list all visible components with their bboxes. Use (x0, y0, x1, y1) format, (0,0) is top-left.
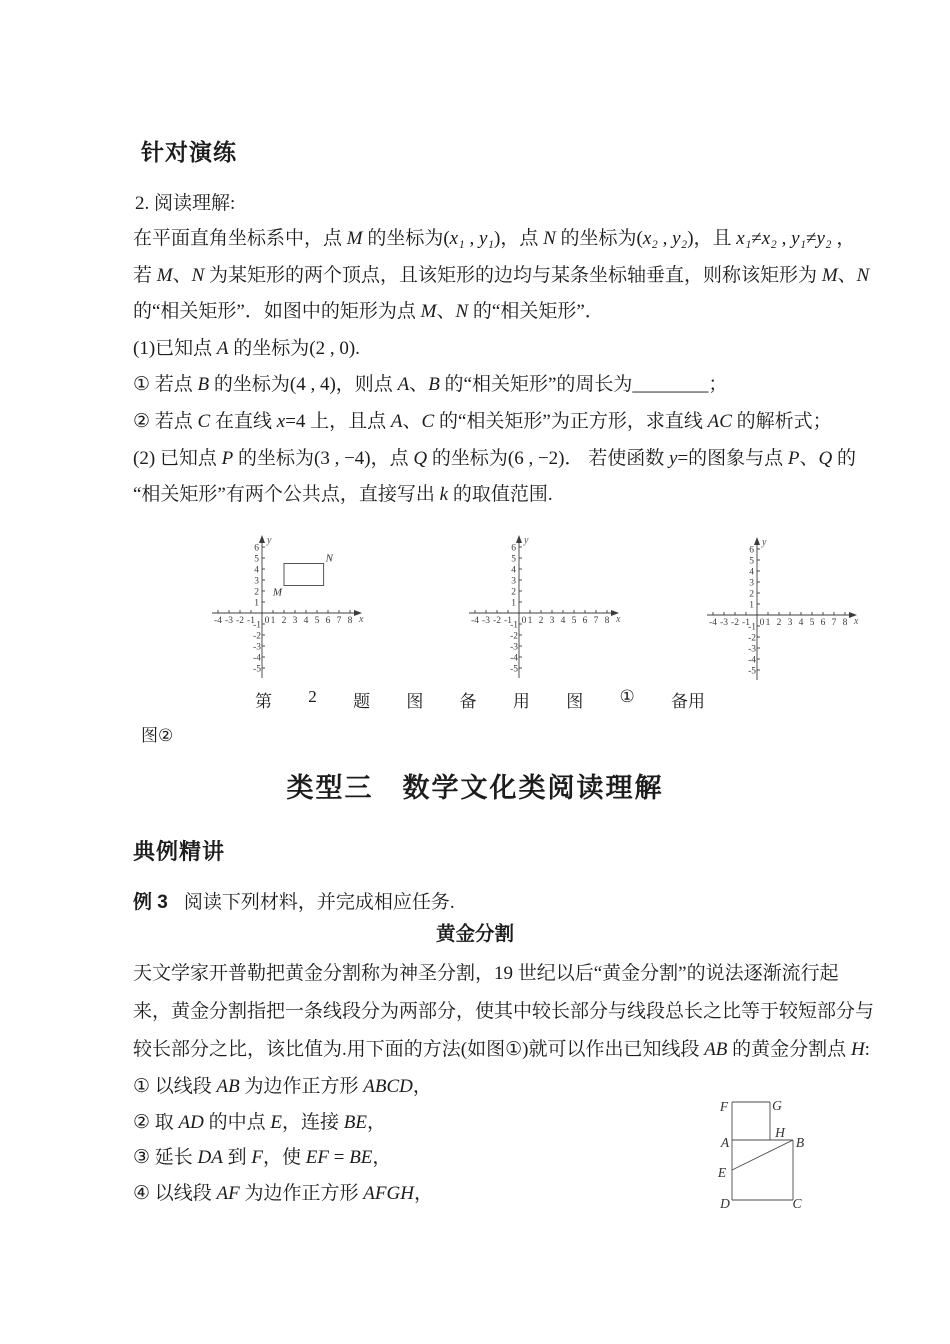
caption-item: 图 (566, 692, 584, 711)
caption-item: 第 (255, 692, 272, 711)
y-axis-letter: y (524, 535, 529, 546)
caption-item: 备用 (671, 692, 705, 711)
material-title: 黄金分割 (435, 923, 514, 945)
x-tick-label: 2 (281, 616, 287, 626)
point-label-M: M (272, 586, 282, 599)
y-axis-arrow (754, 537, 760, 545)
y-tick-label: -4 (253, 653, 261, 664)
vertex-label-C: C (792, 1196, 802, 1211)
y-tick-label: 2 (749, 589, 754, 600)
x-tick-label: 4 (560, 616, 566, 626)
vertex-label-E: E (717, 1165, 727, 1180)
x-tick-label: -2 (236, 616, 244, 626)
y-tick-label: 4 (511, 565, 516, 576)
problem-line: 在平面直角坐标系中，点 M 的坐标为(x₁ , y₁)，点 N 的坐标为(x₂ , y₂)，且 x₁≠x₂ , y₁≠y₂ ， (133, 228, 856, 249)
y-tick-label: -3 (253, 642, 261, 653)
problem-line: ② 若点 C 在直线 x=4 上，且点 A、C 的“相关矩形”为正方形，求直线 AC 的解析式； (133, 410, 832, 432)
x-tick-label: 5 (571, 616, 577, 626)
y-tick-label: -1 (510, 620, 518, 631)
x-tick-label: -4 (709, 618, 717, 628)
y-tick-label: 5 (511, 554, 516, 565)
vertex-label-H: H (775, 1125, 785, 1140)
x-tick-label: 6 (820, 618, 826, 628)
caption-item: 用 (512, 692, 530, 711)
related-rectangle (284, 564, 324, 586)
x-tick-label: 1 (765, 618, 771, 628)
x-tick-label: 2 (538, 616, 544, 626)
y-axis-letter: y (762, 537, 767, 548)
x-tick-label: -1 (742, 618, 750, 628)
x-axis-letter: x (616, 614, 621, 625)
y-tick-label: -2 (253, 631, 261, 642)
y-tick-label: -4 (748, 655, 756, 666)
vertex-label-B: B (795, 1135, 805, 1150)
step-line: ④ 以线段 AF 为边作正方形 AFGH， (133, 1182, 433, 1204)
x-axis-letter: x (359, 614, 364, 625)
y-tick-label: -5 (748, 666, 756, 677)
y-tick-label: -1 (253, 620, 261, 631)
problem-line: (1)已知点 A 的坐标为(2 , 0). (133, 337, 360, 359)
x-tick-label: 3 (787, 618, 793, 628)
problem-line: 的“相关矩形”．如图中的矩形为点 M、N 的“相关矩形”． (133, 301, 604, 323)
vertex-label-F: F (719, 1099, 729, 1114)
y-tick-label: 4 (749, 567, 754, 578)
y-tick-label: 4 (254, 565, 259, 576)
x-tick-label: 7 (593, 616, 599, 626)
y-tick-label: 1 (254, 598, 259, 609)
x-tick-label: 8 (604, 616, 610, 626)
x-tick-label: -2 (493, 616, 501, 626)
caption-item: 2 (308, 687, 317, 706)
type-section-heading: 类型三 数学文化类阅读理解 (286, 773, 664, 803)
x-tick-label: 3 (549, 616, 555, 626)
y-tick-label: -1 (748, 622, 756, 633)
y-tick-label: 5 (749, 556, 754, 567)
x-tick-label: -2 (731, 618, 739, 628)
y-tick-label: 6 (511, 543, 516, 554)
y-tick-label: 2 (511, 587, 516, 598)
material-line: 天文学家开普勒把黄金分割称为神圣分割，19 世纪以后“黄金分割”的说法逐渐流行起 (133, 963, 839, 984)
x-tick-label: 0 (264, 616, 270, 626)
y-axis-letter: y (267, 535, 272, 546)
problem-number-label: 2. 阅读理解: (135, 193, 236, 214)
x-tick-label: 1 (527, 616, 533, 626)
x-tick-label: -3 (482, 616, 490, 626)
y-tick-label: -4 (510, 653, 518, 664)
y-tick-label: 3 (254, 576, 259, 587)
x-tick-label: 5 (809, 618, 815, 628)
material-line: 较长部分之比，该比值为.用下面的方法(如图①)就可以作出已知线段 AB 的黄金分割点 H: (133, 1039, 870, 1060)
problem-line: ① 若点 B 的坐标为(4 , 4)，则点 A、B 的“相关矩形”的周长为________； (133, 374, 728, 396)
y-tick-label: 1 (749, 600, 754, 611)
step-line: ① 以线段 AB 为边作正方形 ABCD， (133, 1076, 432, 1097)
x-tick-label: 4 (303, 616, 309, 626)
step-line: ② 取 AD 的中点 E，连接 BE， (133, 1111, 386, 1133)
figure2-caption: 图② (141, 726, 174, 745)
x-tick-label: -4 (471, 616, 479, 626)
y-tick-label: 3 (749, 578, 754, 589)
problem-line: (2) 已知点 P 的坐标为(3 , −4)，点 Q 的坐标为(6 , −2)． 若使函数 y=的图象与点 P、Q 的 (133, 447, 857, 469)
x-tick-label: 8 (842, 618, 848, 628)
y-tick-label: 1 (511, 598, 516, 609)
y-tick-label: 5 (254, 554, 259, 565)
material-line: 来，黄金分割指把一条线段分为两部分，使其中较长部分与线段总长之比等于较短部分与 (133, 1001, 875, 1022)
x-tick-label: 7 (336, 616, 342, 626)
vertex-label-A: A (720, 1135, 730, 1150)
y-tick-label: 3 (511, 576, 516, 587)
figure-caption-row (255, 687, 705, 712)
x-tick-label: 1 (270, 616, 276, 626)
x-axis-letter: x (854, 616, 859, 627)
edge-EB (732, 1140, 793, 1170)
y-tick-label: -2 (510, 631, 518, 642)
x-tick-label: 2 (776, 618, 782, 628)
material-text-block (133, 955, 874, 1069)
x-tick-label: -3 (720, 618, 728, 628)
x-tick-label: 8 (347, 616, 353, 626)
caption-item: 图 (406, 692, 424, 711)
y-tick-label: -2 (748, 633, 756, 644)
practice-heading: 针对演练 (141, 139, 237, 165)
y-tick-label: 6 (749, 545, 754, 556)
lecture-heading: 典例精讲 (133, 839, 226, 864)
caption-item: ① (619, 687, 635, 706)
coordinate-plane-question (210, 534, 363, 680)
golden-section-figure (700, 1085, 870, 1225)
x-tick-label: -1 (504, 616, 512, 626)
x-tick-label: 5 (314, 616, 320, 626)
vertex-label-D: D (720, 1196, 730, 1211)
example-line (133, 885, 455, 922)
x-tick-label: 0 (521, 616, 527, 626)
x-tick-label: 6 (325, 616, 331, 626)
y-tick-label: -3 (510, 642, 518, 653)
x-tick-label: -3 (225, 616, 233, 626)
x-tick-label: 6 (582, 616, 588, 626)
coordinate-plane-spare-2 (705, 536, 858, 682)
y-tick-label: 6 (254, 543, 259, 554)
x-tick-label: 4 (798, 618, 804, 628)
problem-text-block (133, 221, 869, 514)
caption-item: 备 (459, 692, 477, 711)
example-text: 阅读下列材料，并完成相应任务. (183, 892, 455, 913)
x-tick-label: 0 (759, 618, 765, 628)
y-axis-arrow (259, 535, 265, 543)
construction-steps (133, 1069, 433, 1211)
x-tick-label: -4 (214, 616, 222, 626)
y-axis-arrow (516, 535, 522, 543)
y-tick-label: -3 (748, 644, 756, 655)
vertex-label-G: G (772, 1098, 782, 1113)
x-tick-label: 3 (292, 616, 298, 626)
step-line: ③ 延长 DA 到 F，使 EF = BE， (133, 1147, 392, 1169)
y-tick-label: 2 (254, 587, 259, 598)
x-tick-label: -1 (247, 616, 255, 626)
caption-item: 题 (353, 692, 371, 711)
problem-line: “相关矩形”有两个公共点，直接写出 k 的取值范围. (133, 484, 553, 506)
x-tick-label: 7 (831, 618, 837, 628)
y-tick-label: -5 (510, 664, 518, 675)
y-tick-label: -5 (253, 664, 261, 675)
problem-line: 若 M、N 为某矩形的两个顶点，且该矩形的边均与某条坐标轴垂直，则称该矩形为 M、N (133, 264, 870, 286)
coordinate-plane-spare-1 (467, 534, 620, 680)
point-label-N: N (325, 552, 333, 565)
example-label: 例 3 (133, 892, 168, 913)
